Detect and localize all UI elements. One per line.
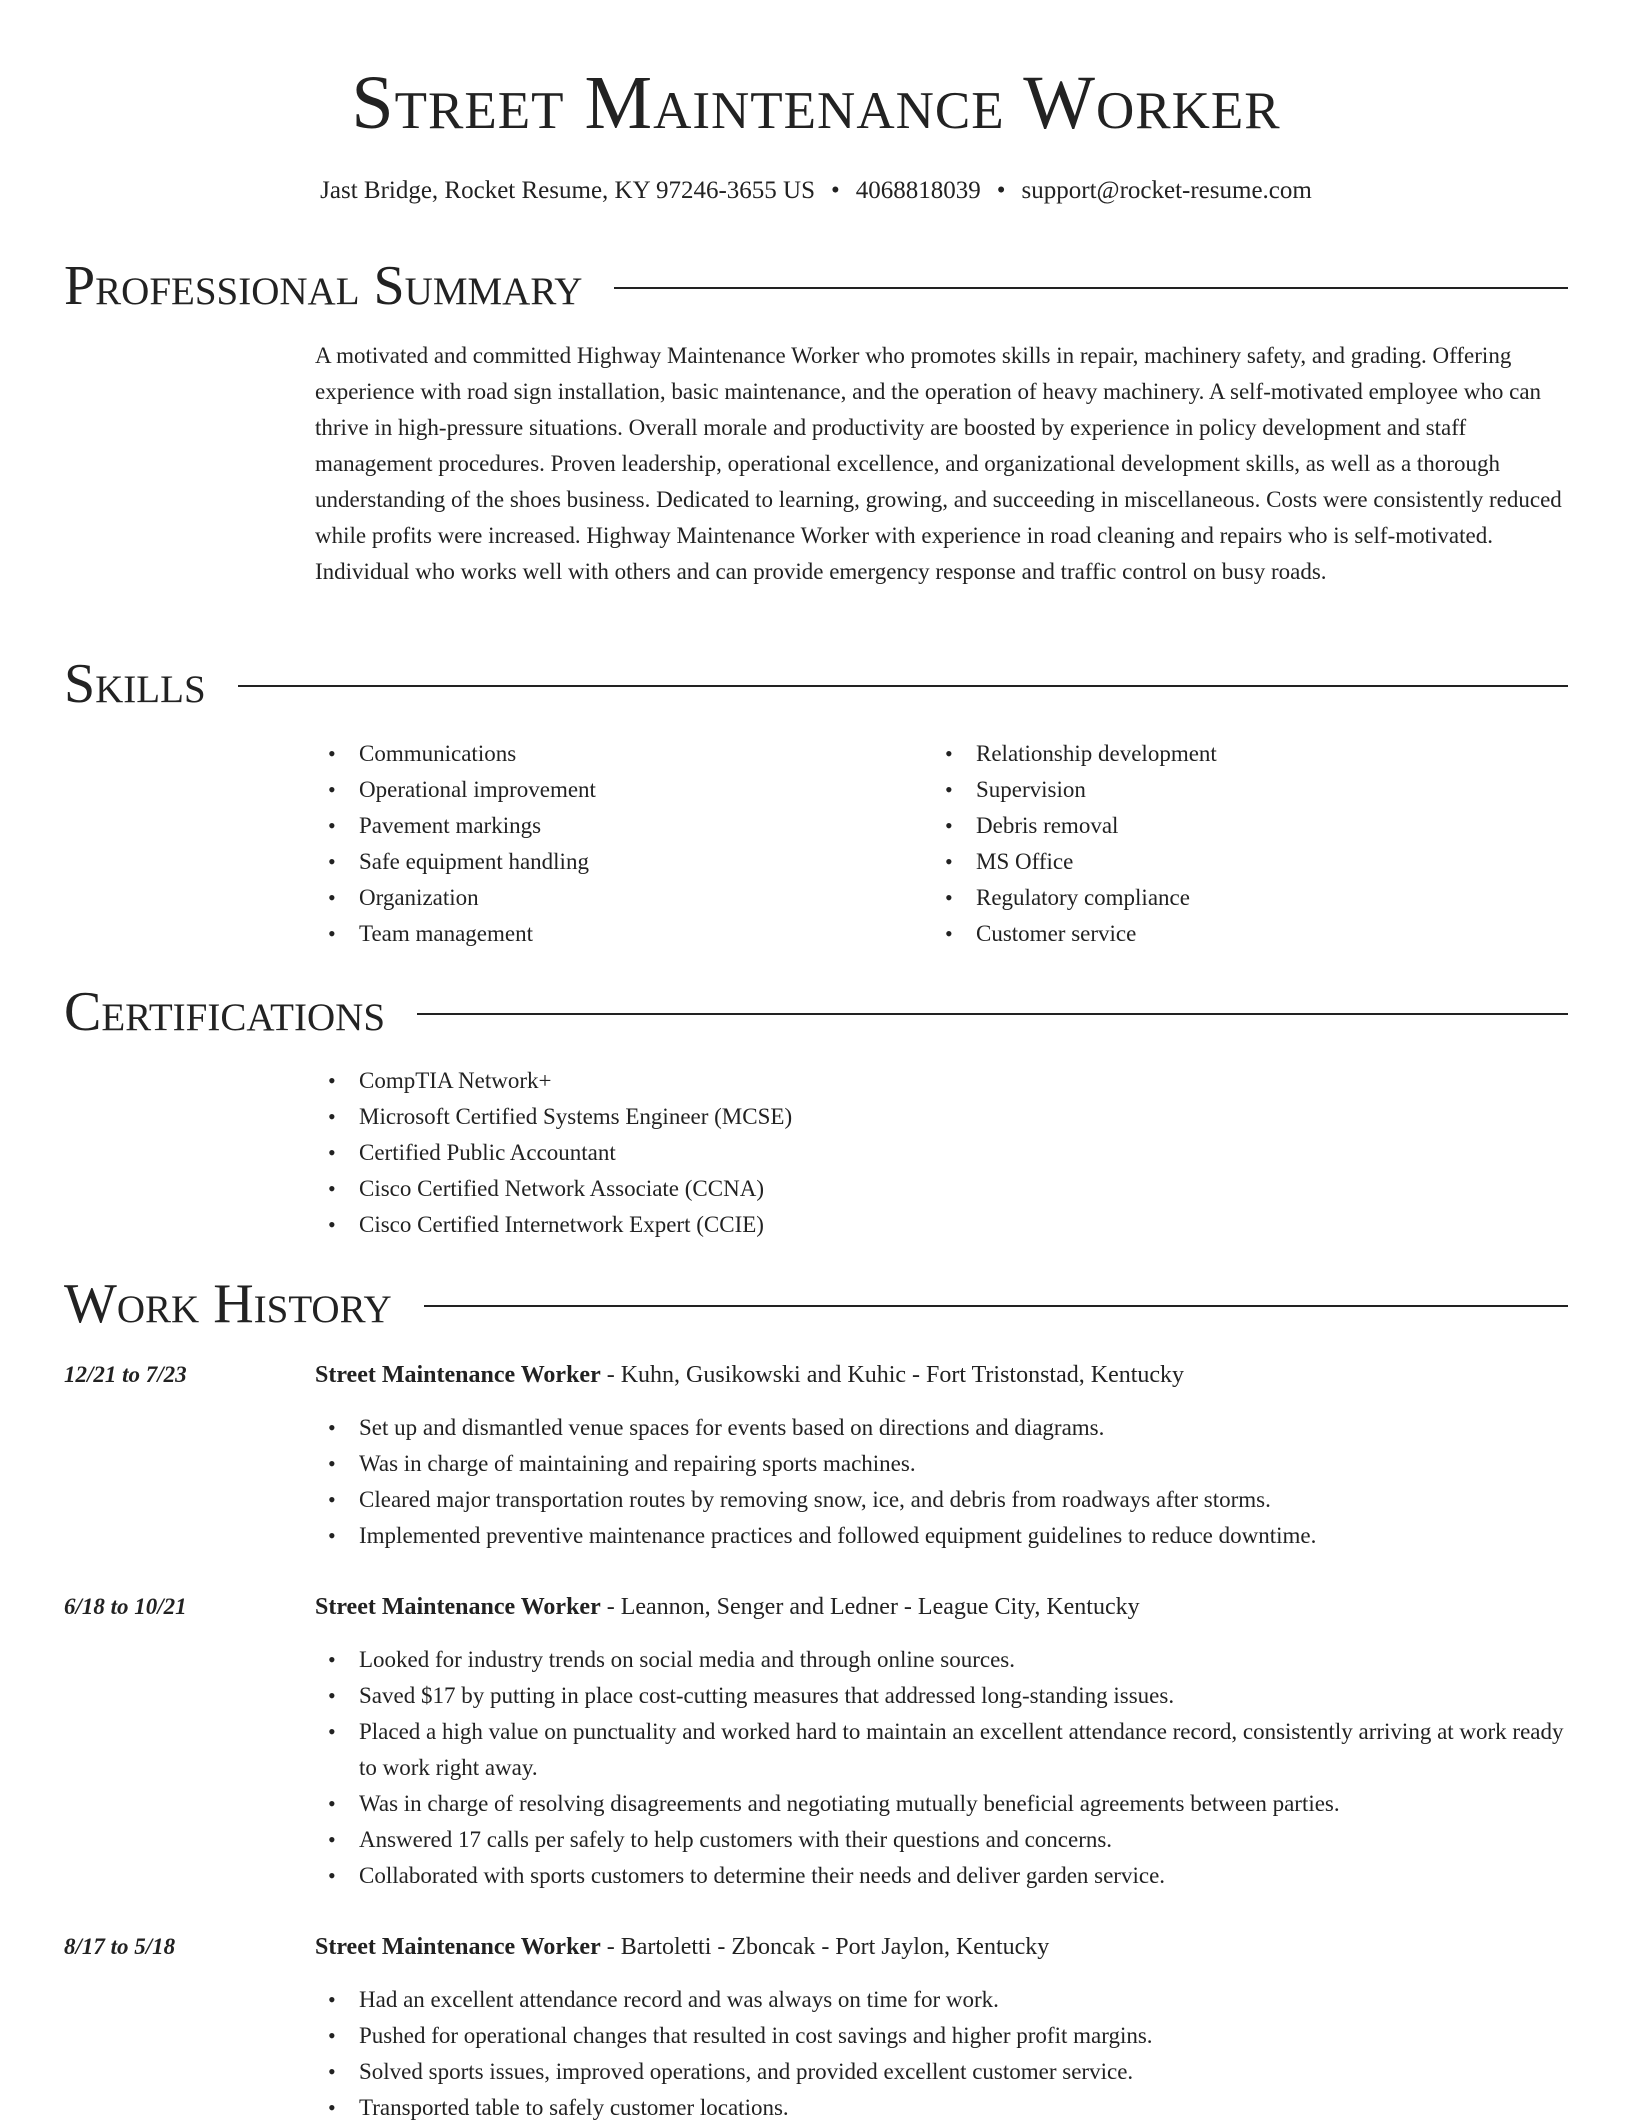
- section-divider: [424, 1305, 1568, 1307]
- job-title-line: [315, 1357, 1568, 1393]
- job-duty: • Was in charge of maintaining and repairing sports machines.: [315, 1446, 1568, 1482]
- job-duty: • Placed a high value on punctuality and worked hard to maintain an excellent attendance record, consistently arriving at work ready to work right away.: [315, 1714, 1568, 1786]
- work-history-section-header: [64, 1272, 1568, 1336]
- skill-item: • Customer service: [932, 916, 1562, 952]
- certification-item: • Cisco Certified Internetwork Expert (CCIE): [315, 1207, 1568, 1243]
- skill-item: • Safe equipment handling: [315, 844, 915, 880]
- job-duty: • Saved $17 by putting in place cost-cutting measures that addressed long-standing issues.: [315, 1678, 1568, 1714]
- job-duty: • Transported table to safely customer locations.: [315, 2090, 1568, 2126]
- job-duty: • Looked for industry trends on social media and through online sources.: [315, 1642, 1568, 1678]
- job-duty: • Pushed for operational changes that resulted in cost savings and higher profit margins.: [315, 2018, 1568, 2054]
- work-history-heading: Work History: [64, 1273, 392, 1335]
- job-duty: • Implemented preventive maintenance practices and followed equipment guidelines to reduce downtime.: [315, 1518, 1568, 1554]
- skill-item: • Team management: [315, 916, 915, 952]
- certification-item: • Cisco Certified Network Associate (CCNA): [315, 1171, 1568, 1207]
- certifications-heading: Certifications: [64, 981, 386, 1043]
- skill-item: • Relationship development: [932, 736, 1562, 772]
- summary-text: A motivated and committed Highway Maintenance Worker who promotes skills in repair, machinery safety, and grading. Offering experience with road sign installation, basic maintenance, and the operation of heavy machinery. A self-motivated employee who can thrive in high-pressure situations. Overall morale and productivity are boosted by experience in policy development and staff management procedures. Proven leadership, operational excellence, and organizational development skills, as well as a thorough understanding of the shoes business. Dedicated to learning, growing, and succeeding in miscellaneous. Costs were consistently reduced while profits were increased. Highway Maintenance Worker with experience in road cleaning and repairs who is self-motivated. Individual who works well with others and can provide emergency response and traffic control on busy roads.: [315, 343, 1562, 584]
- job-duty: • Answered 17 calls per safely to help customers with their questions and concerns.: [315, 1822, 1568, 1858]
- job-dates: 6/18 to 10/21: [64, 1594, 187, 1619]
- job-duty: • Had an excellent attendance record and was always on time for work.: [315, 1982, 1568, 2018]
- job-duty: • Was in charge of resolving disagreements and negotiating mutually beneficial agreements between parties.: [315, 1786, 1568, 1822]
- skill-item: • Regulatory compliance: [932, 880, 1562, 916]
- separator: •: [831, 177, 840, 204]
- certification-item: • Microsoft Certified Systems Engineer (MCSE): [315, 1099, 1568, 1135]
- contact-line: [0, 174, 1632, 208]
- candidate-name: Street Maintenance Worker: [351, 61, 1281, 145]
- skill-item: • Debris removal: [932, 808, 1562, 844]
- job-employer: - Kuhn, Gusikowski and Kuhic - Fort Tristonstad, Kentucky: [600, 1362, 1185, 1388]
- job-title-line: [315, 1929, 1568, 1965]
- section-divider: [614, 287, 1568, 289]
- job-duties-list: [315, 1982, 1568, 2126]
- job-duties-list: [315, 1410, 1568, 1554]
- certifications-list: [315, 1063, 1568, 1243]
- summary-heading: Professional Summary: [64, 255, 583, 317]
- skill-item: • Supervision: [932, 772, 1562, 808]
- skill-item: • MS Office: [932, 844, 1562, 880]
- certifications-section-header: [64, 980, 1568, 1044]
- job-employer: - Leannon, Senger and Ledner - League City, Kentucky: [600, 1594, 1140, 1620]
- certification-item: • CompTIA Network+: [315, 1063, 1568, 1099]
- job-duty: • Solved sports issues, improved operations, and provided excellent customer service.: [315, 2054, 1568, 2090]
- address: Jast Bridge, Rocket Resume, KY 97246-3655 US: [320, 177, 816, 204]
- job-duty: • Cleared major transportation routes by removing snow, ice, and debris from roadways after storms.: [315, 1482, 1568, 1518]
- skill-item: • Pavement markings: [315, 808, 915, 844]
- job-employer: - Bartoletti - Zboncak - Port Jaylon, Kentucky: [600, 1934, 1050, 1960]
- summary-section-header: [64, 254, 1568, 318]
- job-dates: 8/17 to 5/18: [64, 1934, 176, 1959]
- email: support@rocket-resume.com: [1021, 177, 1312, 204]
- skill-item: • Operational improvement: [315, 772, 915, 808]
- skills-heading: Skills: [64, 653, 206, 715]
- job-title: Street Maintenance Worker: [315, 1594, 601, 1620]
- job-dates: 12/21 to 7/23: [64, 1362, 187, 1387]
- section-divider: [238, 685, 1568, 687]
- skills-list-left: [315, 736, 915, 952]
- job-duty: • Collaborated with sports customers to determine their needs and deliver garden service.: [315, 1858, 1568, 1894]
- section-divider: [417, 1013, 1568, 1015]
- separator: •: [996, 177, 1006, 204]
- skill-item: • Communications: [315, 736, 915, 772]
- phone: 4068818039: [855, 177, 981, 204]
- skills-section-header: [64, 652, 1568, 716]
- job-duty: • Set up and dismantled venue spaces for events based on directions and diagrams.: [315, 1410, 1568, 1446]
- job-duties-list: [315, 1642, 1568, 1894]
- job-title: Street Maintenance Worker: [315, 1362, 601, 1388]
- job-title: Street Maintenance Worker: [315, 1934, 601, 1960]
- job-title-line: [315, 1589, 1568, 1625]
- skill-item: • Organization: [315, 880, 915, 916]
- certification-item: • Certified Public Accountant: [315, 1135, 1568, 1171]
- skills-list-right: [932, 736, 1562, 952]
